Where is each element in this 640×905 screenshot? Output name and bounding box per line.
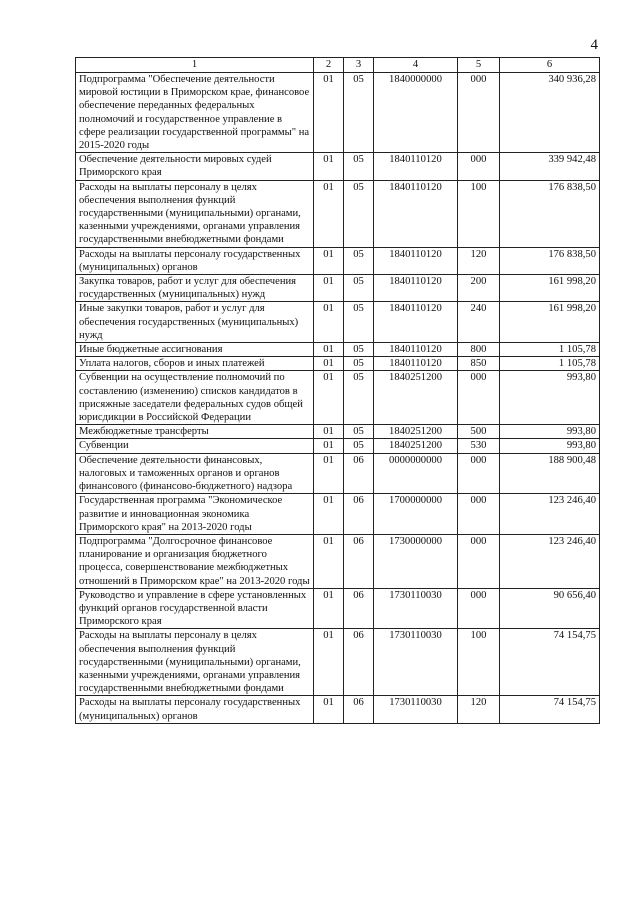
expense-type-code: 530 xyxy=(458,439,500,453)
amount: 1 105,78 xyxy=(500,357,600,371)
table-row xyxy=(76,247,600,274)
table-row xyxy=(76,425,600,439)
amount: 340 936,28 xyxy=(500,73,600,153)
column-header: 2 xyxy=(314,58,344,73)
expense-type-code: 240 xyxy=(458,302,500,343)
column-header: 6 xyxy=(500,58,600,73)
section-code: 01 xyxy=(314,343,344,357)
subsection-code: 05 xyxy=(344,425,374,439)
subsection-code: 06 xyxy=(344,494,374,535)
table-row xyxy=(76,453,600,494)
column-header: 3 xyxy=(344,58,374,73)
expense-type-code: 850 xyxy=(458,357,500,371)
section-code: 01 xyxy=(314,629,344,696)
subsection-code: 06 xyxy=(344,453,374,494)
expense-type-code: 200 xyxy=(458,275,500,302)
amount: 74 154,75 xyxy=(500,696,600,723)
target-article-code: 1840110120 xyxy=(374,357,458,371)
amount: 161 998,20 xyxy=(500,302,600,343)
subsection-code: 05 xyxy=(344,153,374,180)
column-header: 4 xyxy=(374,58,458,73)
amount: 993,80 xyxy=(500,439,600,453)
table-body xyxy=(76,73,600,724)
amount: 161 998,20 xyxy=(500,275,600,302)
row-description: Обеспечение деятельности финансовых, налоговых и таможенных органов и органов финансового (финансово-бюджетного) надзора xyxy=(76,453,314,494)
row-description: Расходы на выплаты персоналу в целях обеспечения выполнения функций государственными (муниципальными) органами, казенными учреждениями, органами управления государственными внебюджетными фондами xyxy=(76,180,314,247)
row-description: Расходы на выплаты персоналу государственных (муниципальных) органов xyxy=(76,247,314,274)
table-row xyxy=(76,629,600,696)
section-code: 01 xyxy=(314,453,344,494)
target-article-code: 1730110030 xyxy=(374,588,458,629)
target-article-code: 1840000000 xyxy=(374,73,458,153)
row-description: Руководство и управление в сфере установленных функций органов государственной власти Приморского края xyxy=(76,588,314,629)
expense-type-code: 000 xyxy=(458,494,500,535)
target-article-code: 1730000000 xyxy=(374,534,458,588)
table-row xyxy=(76,371,600,425)
target-article-code: 1840110120 xyxy=(374,180,458,247)
row-description: Иные бюджетные ассигнования xyxy=(76,343,314,357)
subsection-code: 05 xyxy=(344,439,374,453)
subsection-code: 05 xyxy=(344,247,374,274)
target-article-code: 1840251200 xyxy=(374,439,458,453)
row-description: Субвенции xyxy=(76,439,314,453)
target-article-code: 1840251200 xyxy=(374,371,458,425)
expense-type-code: 100 xyxy=(458,180,500,247)
subsection-code: 05 xyxy=(344,73,374,153)
row-description: Закупка товаров, работ и услуг для обеспечения государственных (муниципальных) нужд xyxy=(76,275,314,302)
section-code: 01 xyxy=(314,357,344,371)
table-row xyxy=(76,153,600,180)
target-article-code: 1730110030 xyxy=(374,629,458,696)
target-article-code: 1840251200 xyxy=(374,425,458,439)
subsection-code: 06 xyxy=(344,588,374,629)
section-code: 01 xyxy=(314,302,344,343)
expense-type-code: 000 xyxy=(458,453,500,494)
row-description: Государственная программа "Экономическое развитие и инновационная экономика Приморского края" на 2013-2020 годы xyxy=(76,494,314,535)
amount: 123 246,40 xyxy=(500,534,600,588)
budget-table xyxy=(75,57,600,724)
target-article-code: 1730110030 xyxy=(374,696,458,723)
row-description: Субвенции на осуществление полномочий по составлению (изменению) списков кандидатов в присяжные заседатели федеральных судов общей юрисдикции в Российской Федерации xyxy=(76,371,314,425)
target-article-code: 1840110120 xyxy=(374,275,458,302)
subsection-code: 05 xyxy=(344,180,374,247)
subsection-code: 05 xyxy=(344,357,374,371)
section-code: 01 xyxy=(314,534,344,588)
section-code: 01 xyxy=(314,371,344,425)
section-code: 01 xyxy=(314,494,344,535)
section-code: 01 xyxy=(314,73,344,153)
table-row xyxy=(76,73,600,153)
row-description: Расходы на выплаты персоналу в целях обеспечения выполнения функций государственными (муниципальными) органами, казенными учреждениями, органами управления государственными внебюджетными фондами xyxy=(76,629,314,696)
expense-type-code: 000 xyxy=(458,534,500,588)
subsection-code: 06 xyxy=(344,534,374,588)
section-code: 01 xyxy=(314,439,344,453)
row-description: Межбюджетные трансферты xyxy=(76,425,314,439)
target-article-code: 1840110120 xyxy=(374,153,458,180)
subsection-code: 06 xyxy=(344,629,374,696)
amount: 90 656,40 xyxy=(500,588,600,629)
section-code: 01 xyxy=(314,275,344,302)
expense-type-code: 000 xyxy=(458,153,500,180)
expense-type-code: 800 xyxy=(458,343,500,357)
header-row xyxy=(76,58,600,73)
subsection-code: 05 xyxy=(344,343,374,357)
target-article-code: 0000000000 xyxy=(374,453,458,494)
row-description: Уплата налогов, сборов и иных платежей xyxy=(76,357,314,371)
section-code: 01 xyxy=(314,588,344,629)
amount: 176 838,50 xyxy=(500,180,600,247)
amount: 339 942,48 xyxy=(500,153,600,180)
row-description: Подпрограмма "Долгосрочное финансовое планирование и организация бюджетного процесса, совершенствование межбюджетных отношений в Приморском крае" на 2013-2020 годы xyxy=(76,534,314,588)
amount: 123 246,40 xyxy=(500,494,600,535)
row-description: Иные закупки товаров, работ и услуг для обеспечения государственных (муниципальных) нужд xyxy=(76,302,314,343)
section-code: 01 xyxy=(314,180,344,247)
table-row xyxy=(76,180,600,247)
table-row xyxy=(76,494,600,535)
expense-type-code: 120 xyxy=(458,696,500,723)
amount: 176 838,50 xyxy=(500,247,600,274)
table-row xyxy=(76,439,600,453)
amount: 993,80 xyxy=(500,371,600,425)
expense-type-code: 000 xyxy=(458,73,500,153)
table-row xyxy=(76,588,600,629)
table-row xyxy=(76,302,600,343)
table-row xyxy=(76,696,600,723)
table-row xyxy=(76,357,600,371)
amount: 993,80 xyxy=(500,425,600,439)
column-header: 1 xyxy=(76,58,314,73)
subsection-code: 05 xyxy=(344,302,374,343)
section-code: 01 xyxy=(314,153,344,180)
subsection-code: 05 xyxy=(344,371,374,425)
section-code: 01 xyxy=(314,247,344,274)
table-row xyxy=(76,343,600,357)
page-number: 4 xyxy=(590,37,598,53)
table-row xyxy=(76,275,600,302)
row-description: Расходы на выплаты персоналу государственных (муниципальных) органов xyxy=(76,696,314,723)
subsection-code: 05 xyxy=(344,275,374,302)
column-header: 5 xyxy=(458,58,500,73)
section-code: 01 xyxy=(314,696,344,723)
subsection-code: 06 xyxy=(344,696,374,723)
target-article-code: 1840110120 xyxy=(374,247,458,274)
row-description: Обеспечение деятельности мировых судей Приморского края xyxy=(76,153,314,180)
amount: 74 154,75 xyxy=(500,629,600,696)
target-article-code: 1700000000 xyxy=(374,494,458,535)
expense-type-code: 000 xyxy=(458,371,500,425)
expense-type-code: 100 xyxy=(458,629,500,696)
amount: 188 900,48 xyxy=(500,453,600,494)
expense-type-code: 000 xyxy=(458,588,500,629)
amount: 1 105,78 xyxy=(500,343,600,357)
target-article-code: 1840110120 xyxy=(374,302,458,343)
section-code: 01 xyxy=(314,425,344,439)
table-row xyxy=(76,534,600,588)
expense-type-code: 500 xyxy=(458,425,500,439)
row-description: Подпрограмма "Обеспечение деятельности мировой юстиции в Приморском крае, финансовое обеспечение переданных федеральных полномочий и государственное управление в сфере реализации государственной программы" на 2015-2020 годы xyxy=(76,73,314,153)
target-article-code: 1840110120 xyxy=(374,343,458,357)
expense-type-code: 120 xyxy=(458,247,500,274)
